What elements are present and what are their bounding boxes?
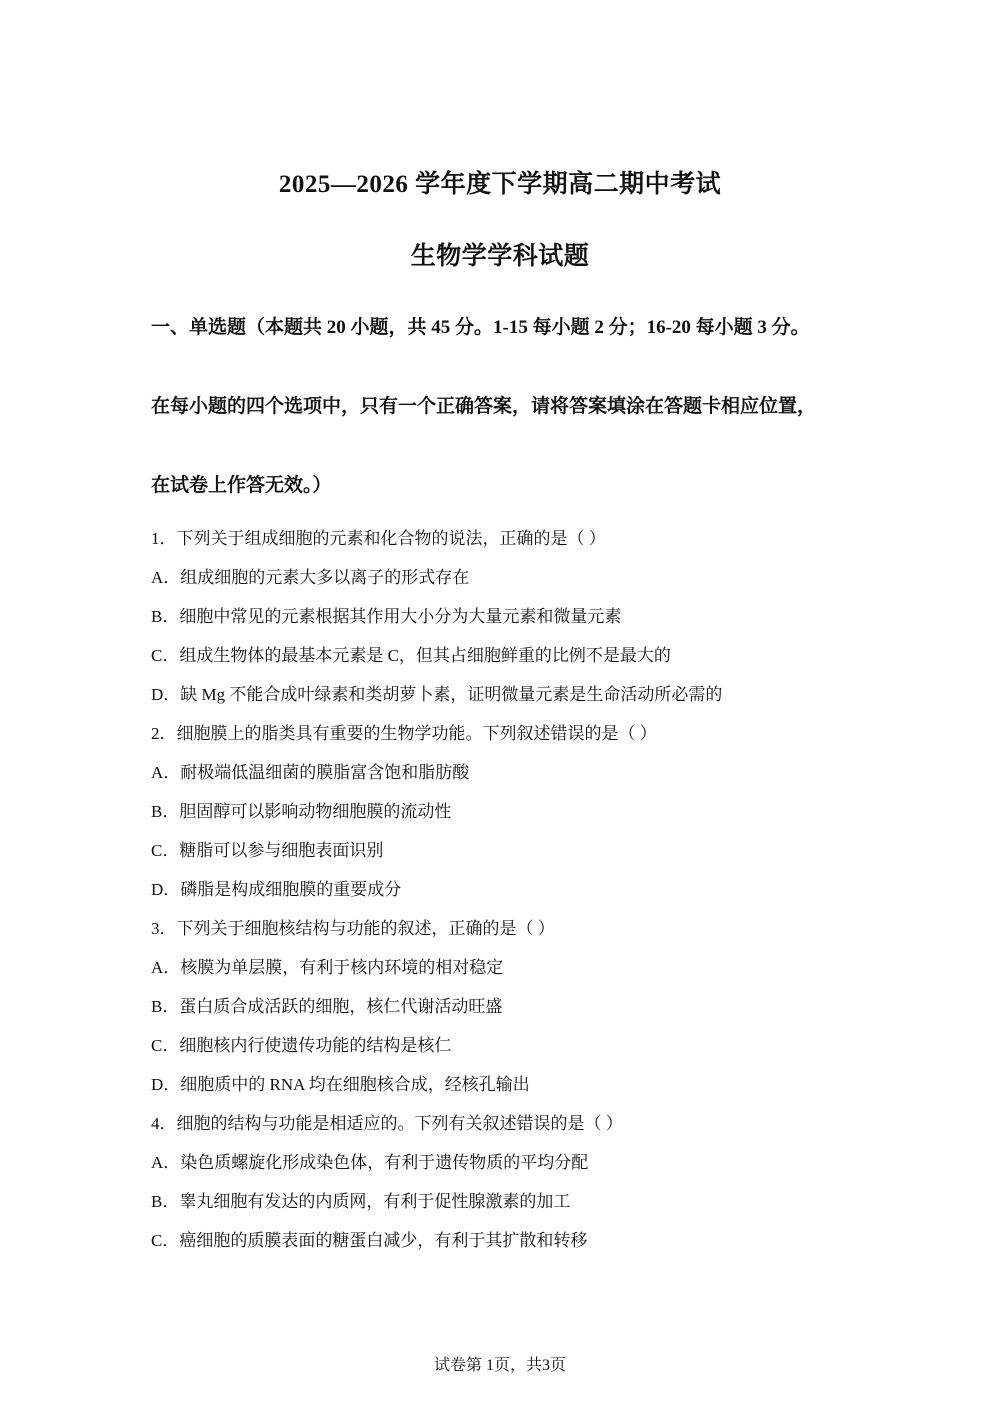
- question-3-option-d: D．细胞质中的 RNA 均在细胞核合成，经核孔输出: [151, 1075, 530, 1094]
- question-stem-2: 2．细胞膜上的脂类具有重要的生物学功能。下列叙述错误的是（ ）: [151, 724, 657, 743]
- section-instruction-line-3: 在试卷上作答无效。）: [151, 475, 332, 496]
- question-3-option-b: B．蛋白质合成活跃的细胞，核仁代谢活动旺盛: [151, 997, 503, 1016]
- question-stem-4: 4．细胞的结构与功能是相适应的。下列有关叙述错误的是（ ）: [151, 1114, 623, 1133]
- question-2-option-d: D．磷脂是构成细胞膜的重要成分: [151, 880, 402, 899]
- question-3-option-a: A．核膜为单层膜，有利于核内环境的相对稳定: [151, 958, 504, 977]
- question-1-option-c: C．组成生物体的最基本元素是 C，但其占细胞鲜重的比例不是最大的: [151, 646, 671, 665]
- question-2-option-a: A．耐极端低温细菌的膜脂富含饱和脂肪酸: [151, 763, 470, 782]
- question-list: [151, 525, 871, 1266]
- question-1-option-d: D．缺 Mg 不能合成叶绿素和类胡萝卜素，证明微量元素是生命活动所必需的: [151, 685, 723, 704]
- section-instruction-line-2: 在每小题的四个选项中，只有一个正确答案，请将答案填涂在答题卡相应位置，: [151, 396, 817, 417]
- question-2-option-b: B．胆固醇可以影响动物细胞膜的流动性: [151, 802, 452, 821]
- exam-title: 2025—2026 学年度下学期高二期中考试: [278, 171, 722, 198]
- section-instruction-line-1: 一、单选题（本题共 20 小题，共 45 分。1-15 每小题 2 分；16-20 每小题 3 分。: [151, 317, 810, 338]
- question-3-option-c: C．细胞核内行使遗传功能的结构是核仁: [151, 1036, 452, 1055]
- question-stem-1: 1．下列关于组成细胞的元素和化合物的说法，正确的是（ ）: [151, 529, 606, 548]
- question-1-option-b: B．细胞中常见的元素根据其作用大小分为大量元素和微量元素: [151, 607, 622, 626]
- question-1-option-a: A．组成细胞的元素大多以离子的形式存在: [151, 568, 470, 587]
- question-stem-3: 3．下列关于细胞核结构与功能的叙述，正确的是（ ）: [151, 919, 555, 938]
- question-4-option-b: B．睾丸细胞有发达的内质网，有利于促性腺激素的加工: [151, 1192, 571, 1211]
- question-4-option-a: A．染色质螺旋化形成染色体，有利于遗传物质的平均分配: [151, 1153, 589, 1172]
- question-4-option-c: C．癌细胞的质膜表面的糖蛋白减少，有利于其扩散和转移: [151, 1231, 588, 1250]
- exam-subject: 生物学学科试题: [410, 243, 590, 270]
- question-2-option-c: C．糖脂可以参与细胞表面识别: [151, 841, 384, 860]
- page-footer: 试卷第 1页，共3页: [433, 1357, 566, 1374]
